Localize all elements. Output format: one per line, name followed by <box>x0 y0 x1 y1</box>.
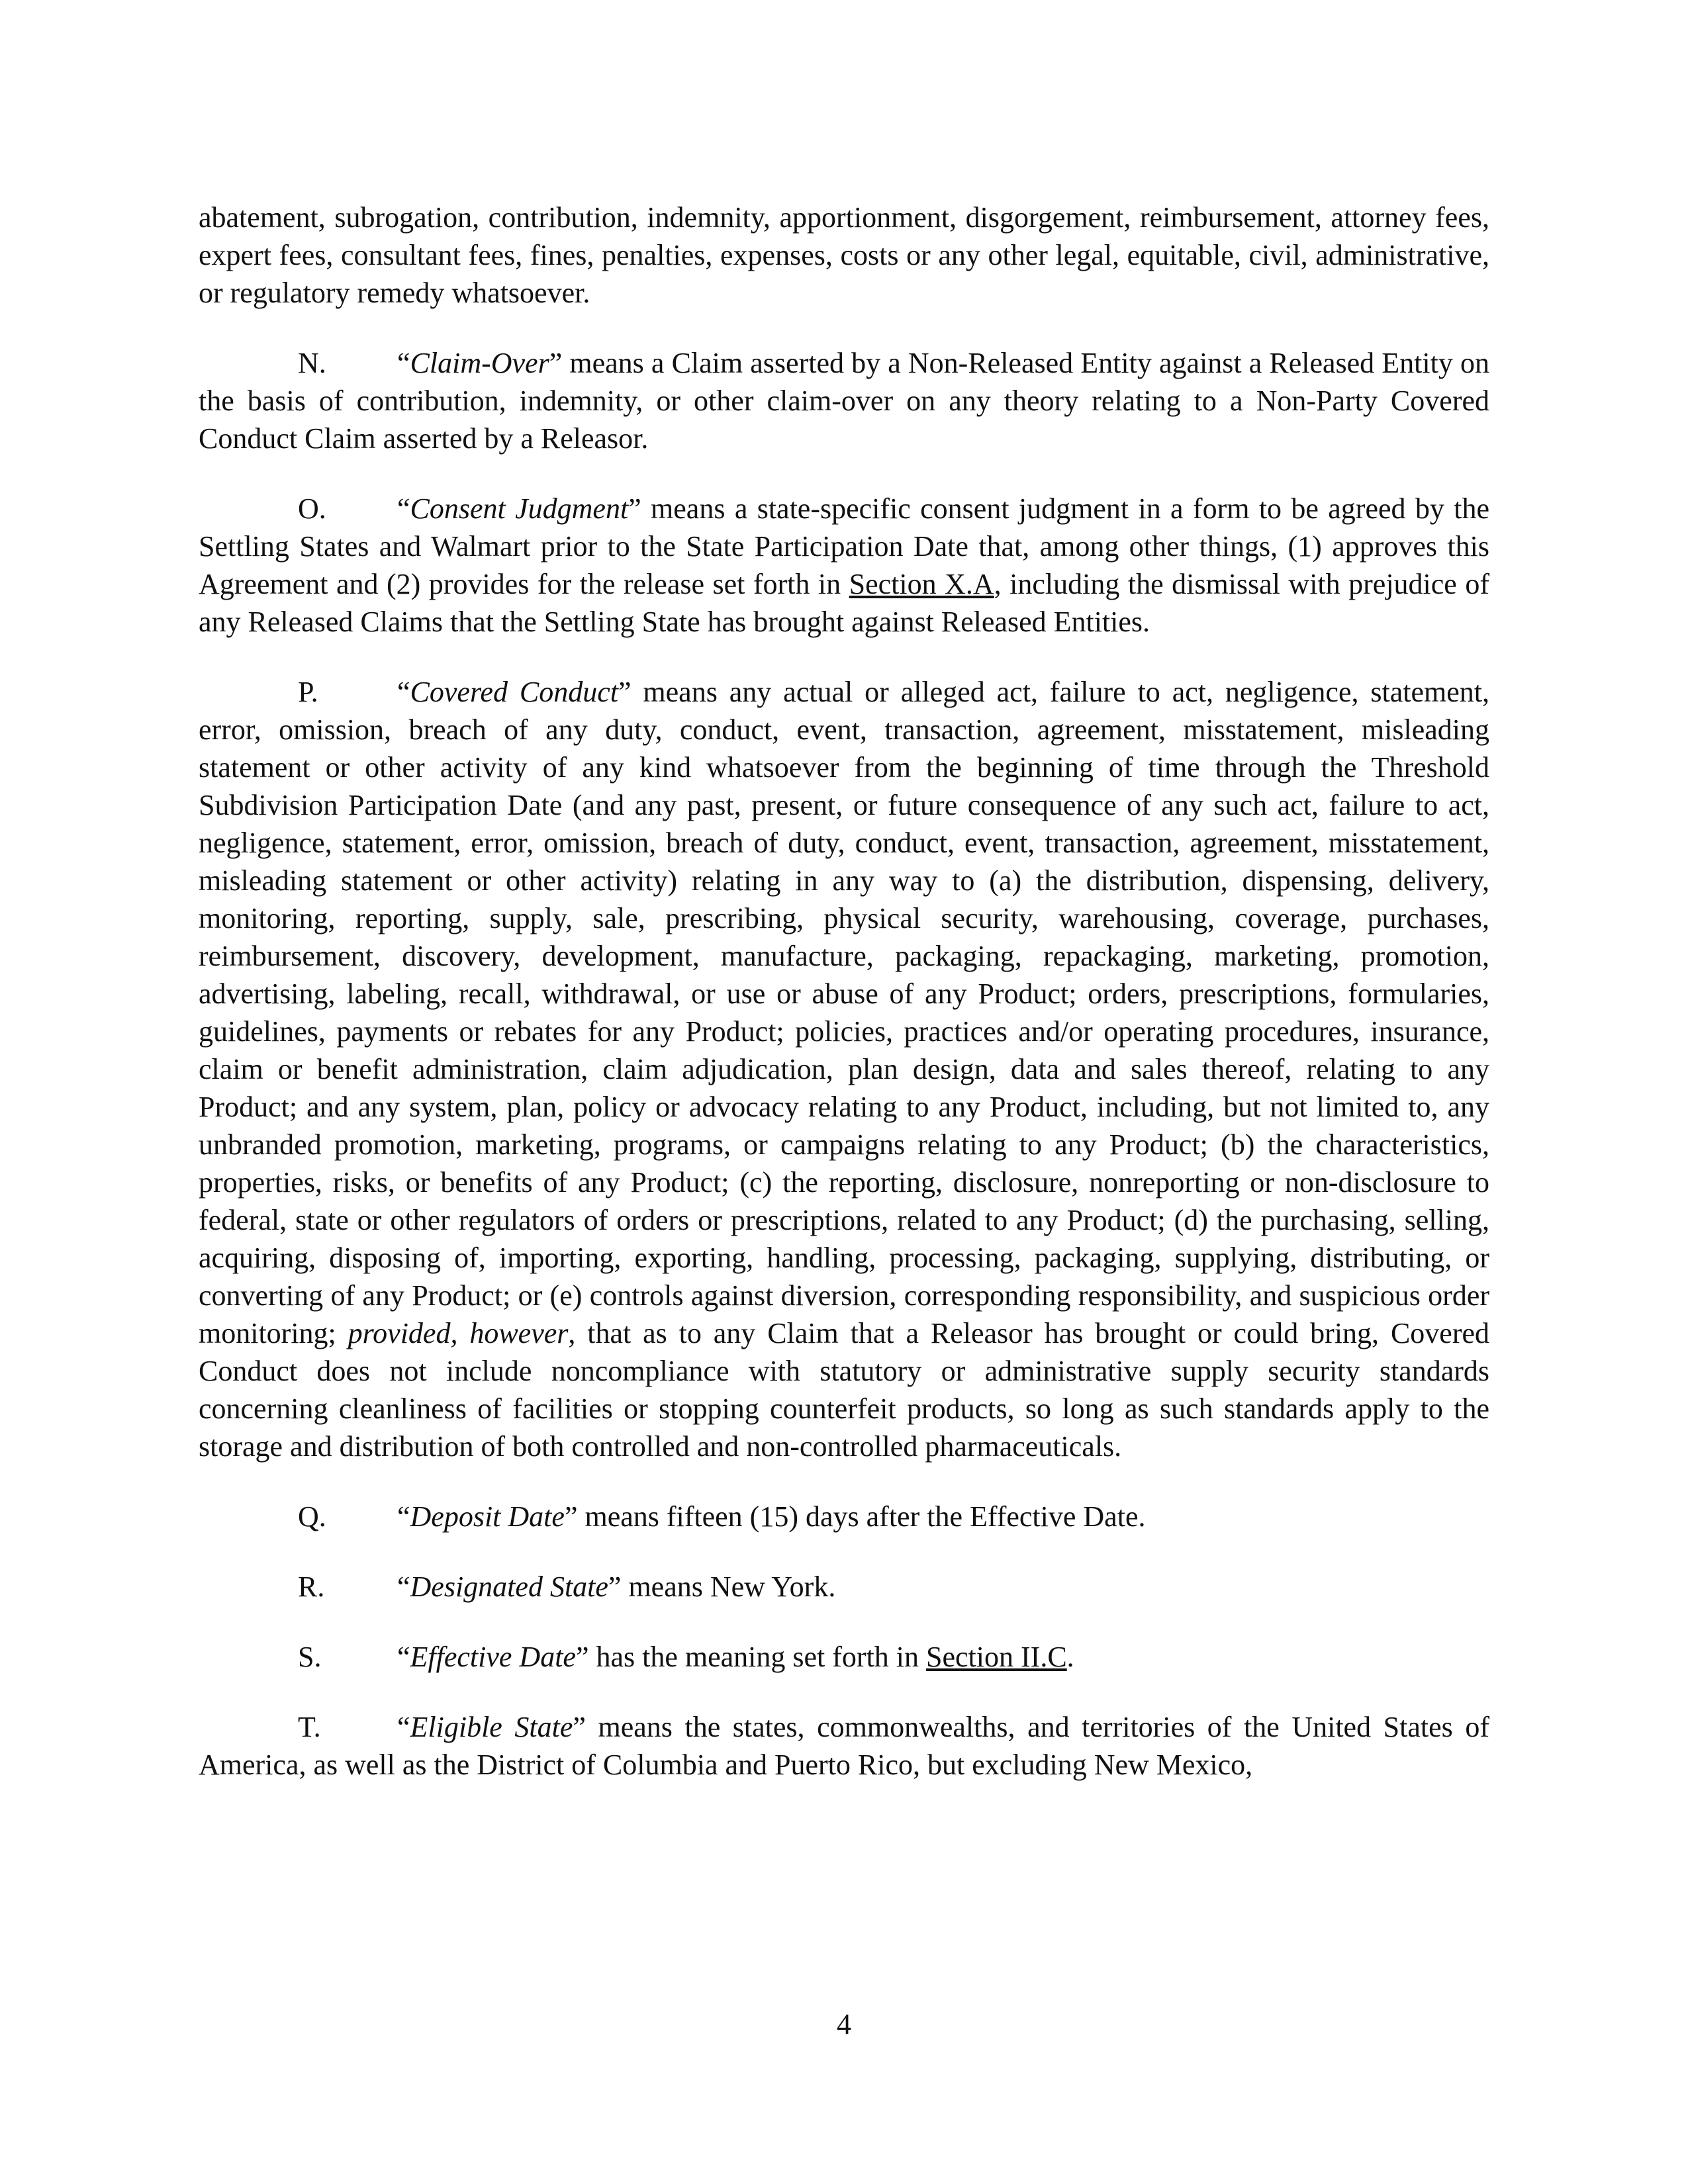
definition-q <box>199 1498 1489 1535</box>
definition-text: ” has the meaning set forth in <box>575 1641 927 1673</box>
defined-term: Eligible State <box>410 1711 573 1743</box>
definition-letter: S. <box>298 1641 322 1673</box>
open-quote: “ <box>397 1641 410 1673</box>
definition-p <box>199 673 1489 1465</box>
defined-term: Effective Date <box>410 1641 576 1673</box>
definition-s <box>199 1638 1489 1676</box>
definition-o <box>199 490 1489 641</box>
continuation-paragraph: abatement, subrogation, contribution, indemnity, apportionment, disgorgement, reimbursement, attorney fees, expert fees, consultant fees, fines, penalties, expenses, costs or any other legal, equitable, civil, administrative, or regulatory remedy whatsoever. <box>199 201 1489 309</box>
definition-text-after: , including the dismissal with prejudice of any Released Claims that the Settling State has brought against Released Entities. <box>199 568 1489 638</box>
open-quote: “ <box>397 1500 410 1533</box>
definition-n <box>199 344 1489 457</box>
definition-text-after: , that as to any Claim that a Releasor has brought or could bring, Covered Conduct does not include noncompliance with statutory or administrative supply security standards concerning cleanliness of facilities or stopping counterfeit products, so long as such standards apply to the storage and distribution of both controlled and non-controlled pharmaceuticals. <box>199 1317 1489 1463</box>
definition-letter: T. <box>298 1711 321 1743</box>
definition-text: ” means the states, commonwealths, and territories of the United States of America, as well as the District of Columbia and Puerto Rico, but excluding New Mexico, <box>199 1711 1489 1781</box>
page-number: 4 <box>837 2008 851 2040</box>
open-quote: “ <box>397 1570 410 1603</box>
open-quote: “ <box>397 492 410 525</box>
definition-letter: Q. <box>298 1500 326 1533</box>
section-reference: Section X.A <box>849 568 994 600</box>
defined-term: Consent Judgment <box>410 492 629 525</box>
open-quote: “ <box>397 676 410 708</box>
defined-term: Covered Conduct <box>410 676 618 708</box>
definition-r <box>199 1568 1489 1606</box>
section-reference: Section II.C <box>926 1641 1067 1673</box>
definition-text: ” means New York. <box>608 1570 836 1603</box>
definition-text: ” means a state-specific consent judgment in a form to be agreed by the Settling States and Walmart prior to the State Participation Date that, among other things, (1) approves this Agreement and (2) provides for the release set forth in <box>199 492 1489 600</box>
document-page <box>199 199 1489 1816</box>
definition-letter: O. <box>298 492 326 525</box>
open-quote: “ <box>397 1711 410 1743</box>
italic-proviso: provided, however <box>348 1317 569 1349</box>
defined-term: Designated State <box>410 1570 608 1603</box>
definition-text: ” means fifteen (15) days after the Effective Date. <box>564 1500 1146 1533</box>
definition-text: ” means a Claim asserted by a Non-Released Entity against a Released Entity on the basis of contribution, indemnity, or other claim-over on any theory relating to a Non-Party Covered Conduct Claim asserted by a Releasor. <box>199 347 1489 455</box>
defined-term: Claim-Over <box>410 347 549 379</box>
definition-text-after: . <box>1066 1641 1074 1673</box>
definition-text: ” means any actual or alleged act, failure to act, negligence, statement, error, omission, breach of any duty, conduct, event, transaction, agreement, misstatement, misleading statement or other activity of any kind whatsoever from the beginning of time through the Threshold Subdivision Participation Date (and any past, present, or future consequence of any such act, failure to act, negligence, statement, error, omission, breach of duty, conduct, event, transaction, agreement, misstatement, misleading statement or other activity) relating in any way to (a) the distribution, dispensing, delivery, monitoring, reporting, supply, sale, prescribing, physical security, warehousing, coverage, purchases, reimbursement, discovery, development, manufacture, packaging, repackaging, marketing, promotion, advertising, labeling, recall, withdrawal, or use or abuse of any Product; orders, prescriptions, formularies, guidelines, payments or rebates for any Product; policies, practices and/or operating procedures, insurance, claim or benefit administration, claim adjudication, plan design, data and sales thereof, relating to any Product; and any system, plan, policy or advocacy relating to any Product, including, but not limited to, any unbranded promotion, marketing, programs, or campaigns relating to any Product; (b) the characteristics, properties, risks, or benefits of any Product; (c) the reporting, disclosure, nonreporting or non-disclosure to federal, state or other regulators of orders or prescriptions, related to any Product; (d) the purchasing, selling, acquiring, disposing of, importing, exporting, handling, processing, packaging, supplying, distributing, or converting of any Product; or (e) controls against diversion, corresponding responsibility, and suspicious order monitoring; <box>199 676 1489 1349</box>
definition-t <box>199 1708 1489 1784</box>
open-quote: “ <box>397 347 410 379</box>
definition-letter: P. <box>298 676 318 708</box>
definition-letter: R. <box>298 1570 325 1603</box>
definition-letter: N. <box>298 347 326 379</box>
defined-term: Deposit Date <box>410 1500 565 1533</box>
